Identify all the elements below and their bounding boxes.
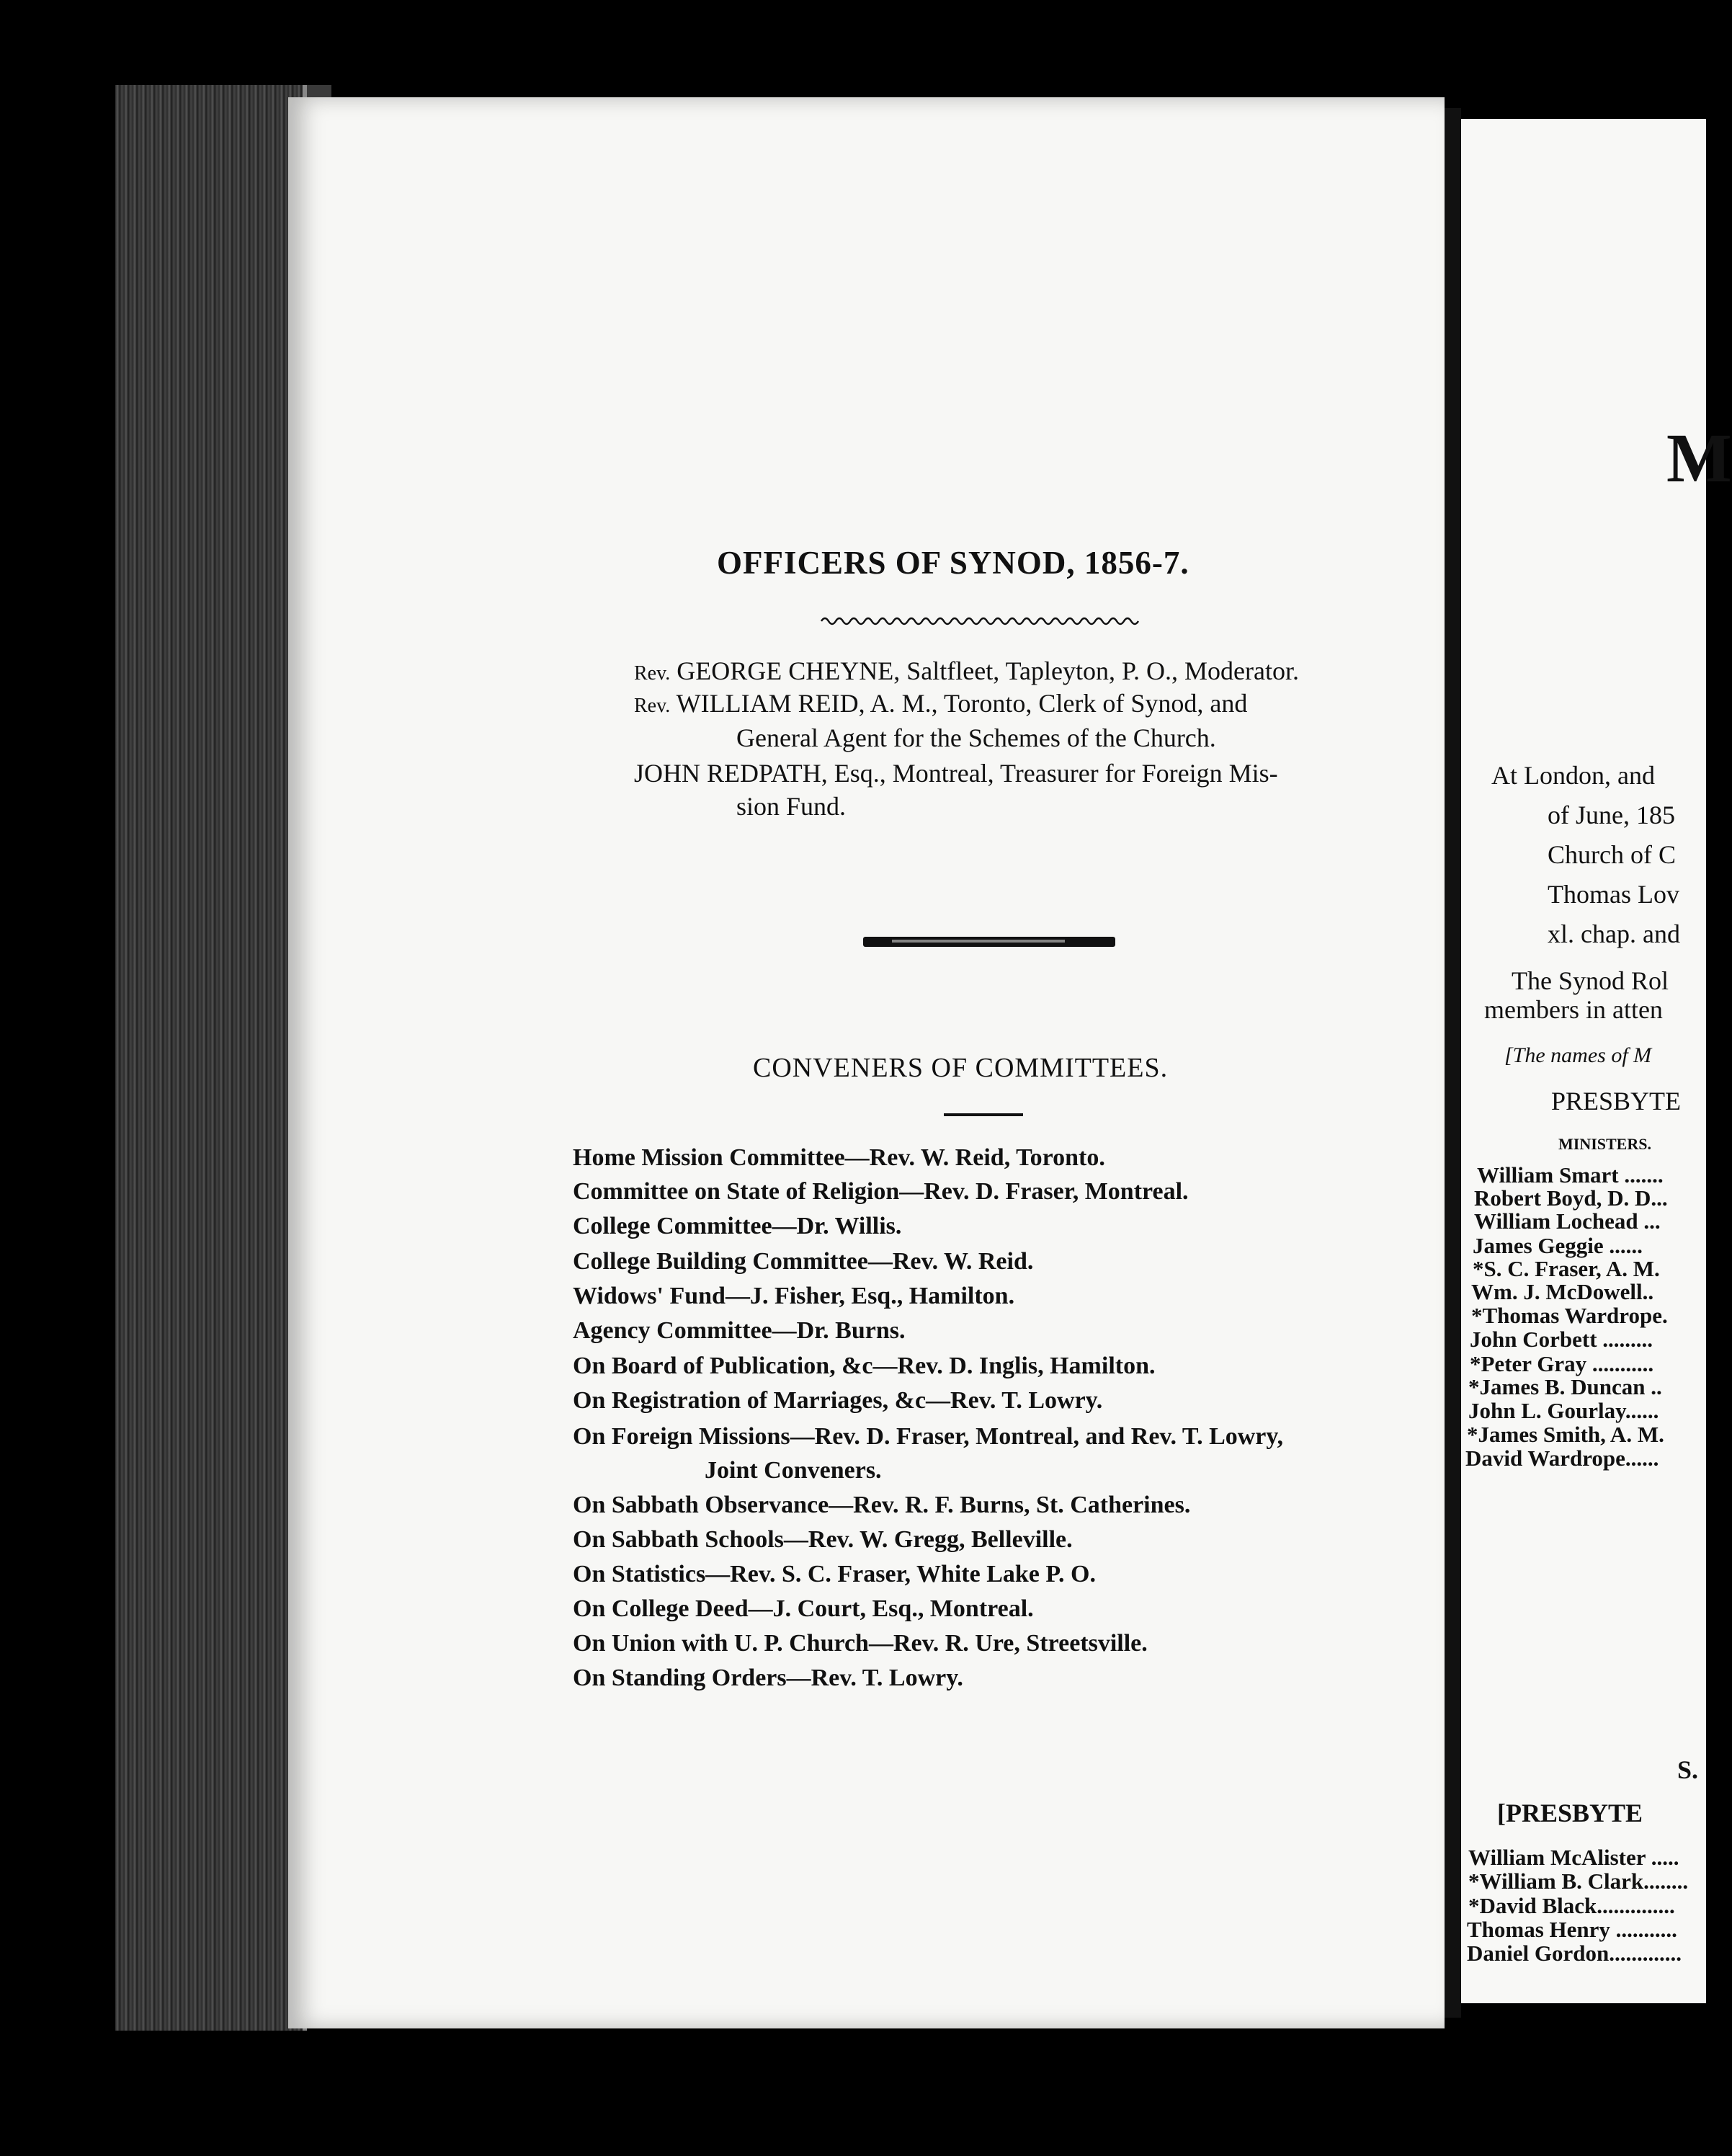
committee-item: On Board of Publication, &c—Rev. D. Inglis, Hamilton. [573,1353,1156,1379]
right-page-line: Thomas Lov [1548,880,1679,909]
minister-item: Wm. J. McDowell.. [1471,1279,1654,1304]
minister-item: John L. Gourlay...... [1468,1398,1659,1423]
committee-item: College Building Committee—Rev. W. Reid. [573,1248,1034,1275]
minister-item: David Wardrope...... [1465,1446,1659,1471]
right-page-line: [The names of M [1504,1043,1652,1067]
minister-item: Daniel Gordon............. [1467,1941,1682,1966]
committee-item: On Registration of Marriages, &c—Rev. T. Lowry. [573,1387,1103,1414]
minister-item: John Corbett ......... [1470,1327,1653,1352]
wavy-divider [821,614,1138,628]
committee-item: Home Mission Committee—Rev. W. Reid, Toronto. [573,1144,1105,1171]
committee-item: College Committee—Dr. Willis. [573,1213,902,1239]
right-page-line: The Synod Rol [1512,966,1669,995]
minister-item: William McAlister ..... [1468,1845,1679,1870]
committee-item: On Union with U. P. Church—Rev. R. Ure, Streetsville. [573,1630,1148,1657]
committee-item: Widows' Fund—J. Fisher, Esq., Hamilton. [573,1283,1015,1309]
committee-item: Committee on State of Religion—Rev. D. Fraser, Montreal. [573,1178,1189,1205]
right-page-subheading-2: [PRESBYTE [1497,1799,1643,1827]
committee-item: On College Deed—J. Court, Esq., Montreal. [573,1595,1034,1622]
right-page-drop-letter: M [1666,419,1732,496]
committee-item: On Foreign Missions—Rev. D. Fraser, Montreal, and Rev. T. Lowry, [573,1423,1284,1450]
minister-item: *William B. Clark........ [1468,1868,1689,1894]
right-page-line: xl. chap. and [1548,919,1680,948]
minister-item: *James B. Duncan .. [1468,1374,1662,1399]
minister-item: *Peter Gray ........... [1470,1351,1654,1376]
minister-item: *Thomas Wardrope. [1471,1303,1668,1328]
minister-item: William Smart ....... [1477,1162,1664,1188]
committee-item: On Sabbath Schools—Rev. W. Gregg, Belleville. [573,1526,1073,1553]
committee-item: On Sabbath Observance—Rev. R. F. Burns, St. Catherines. [573,1492,1191,1518]
thick-divider [863,937,1115,947]
minister-item: *James Smith, A. M. [1467,1422,1664,1447]
right-page [1461,119,1732,2003]
committee-item: On Statistics—Rev. S. C. Fraser, White Lake P. O. [573,1561,1096,1587]
minister-item: James Geggie ...... [1473,1233,1643,1258]
officer-line-5: sion Fund. [736,792,847,821]
short-divider [944,1113,1023,1116]
right-page-ministers-label: MINISTERS. [1558,1135,1651,1153]
officer-line-3: General Agent for the Schemes of the Church. [736,723,1216,752]
minister-item: Robert Boyd, D. D... [1474,1185,1668,1211]
officer-line-2: Rev. WILLIAM REID, A. M., Toronto, Clerk of Synod, and [634,689,1248,718]
conveners-heading: CONVENERS OF COMMITTEES. [753,1053,1169,1083]
committee-item: Joint Conveners. [705,1457,882,1484]
right-page-line: members in atten [1484,995,1663,1024]
right-page-subheading: PRESBYTE [1551,1087,1682,1115]
right-page-line: At London, and [1491,761,1655,790]
committee-item: Agency Committee—Dr. Burns. [573,1317,906,1344]
officer-line-1: Rev. GEORGE CHEYNE, Saltfleet, Tapleyton, P. O., Moderator. [634,656,1299,685]
right-page-line: of June, 185 [1548,801,1675,829]
committee-item: On Standing Orders—Rev. T. Lowry. [573,1665,963,1691]
officer-line-4: JOHN REDPATH, Esq., Montreal, Treasurer for Foreign Mis- [634,759,1278,788]
book-gutter [1445,108,1461,2018]
right-page-section-letter: S. [1677,1755,1699,1784]
minister-item: *David Black.............. [1468,1893,1675,1918]
minister-item: Thomas Henry ........... [1467,1917,1677,1942]
minister-item: William Lochead ... [1474,1208,1661,1234]
minister-item: *S. C. Fraser, A. M. [1473,1256,1660,1281]
right-page-line: Church of C [1548,840,1676,869]
officers-heading: OFFICERS OF SYNOD, 1856-7. [717,545,1189,581]
book-page-edges [115,85,307,2031]
